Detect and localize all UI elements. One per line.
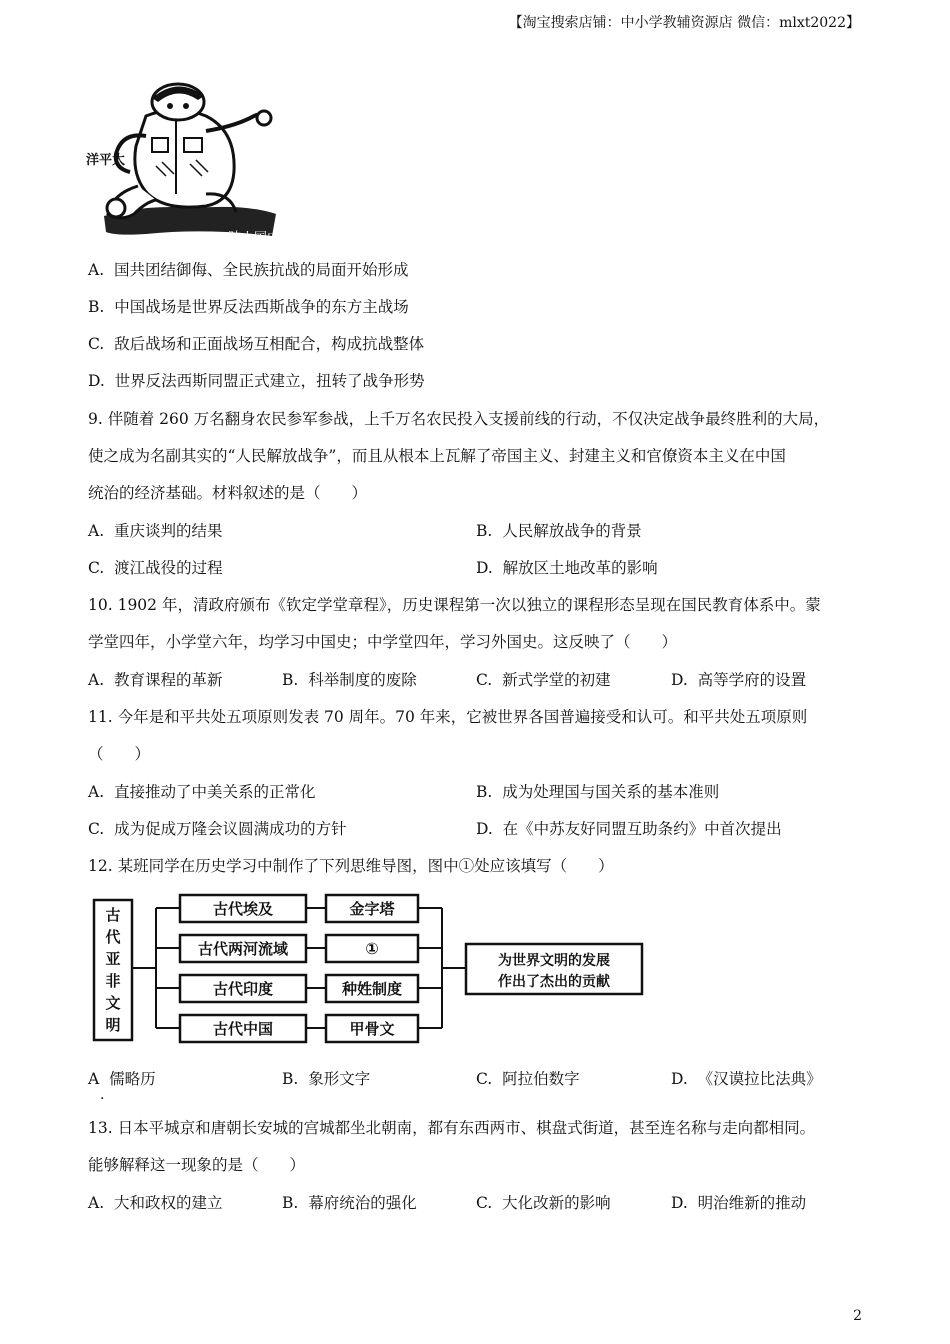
q11-stem-line-1: 11. 今年是和平共处五项原则发表 70 周年。70 年来，它被世界各国普遍接受和认可。和平共处五项原则 <box>88 708 808 726</box>
q13-option-c: C. 大化改新的影响 <box>476 1194 611 1212</box>
mindmap-ach-blank: ① <box>365 939 379 958</box>
q11-option-a: A. 直接推动了中美关系的正常化 <box>88 783 316 801</box>
page-number: 2 <box>853 1308 862 1324</box>
q10-stem-line-1: 10. 1902 年，清政府颁布《钦定学堂章程》，历史课程第一次以独立的课程形态呈现在国民教育体系中。蒙 <box>88 596 821 614</box>
mindmap-civ-china: 古代中国 <box>212 1020 274 1038</box>
mindmap-ach-oracle: 甲骨文 <box>349 1020 395 1038</box>
q13-stem-line-2: 能够解释这一现象的是（ ） <box>88 1156 306 1174</box>
q10-stem-line-2: 学堂四年，小学堂六年，均学习中国史；中学堂四年，学习外国史。这反映了（ ） <box>88 633 678 651</box>
q13-option-b: B. 幕府统治的强化 <box>282 1194 417 1212</box>
q12-option-a-dot: . <box>100 1087 105 1103</box>
q9-option-d: D. 解放区土地改革的影响 <box>476 559 658 577</box>
mindmap-root-char: 代 <box>105 928 121 946</box>
mindmap-root-char: 文 <box>105 994 121 1012</box>
q12-option-a: A 儒略历 <box>88 1070 156 1088</box>
mindmap-root-char: 非 <box>105 972 121 990</box>
q11-option-b: B. 成为处理国与国关系的基本准则 <box>476 783 720 801</box>
q10-option-c: C. 新式学堂的初建 <box>476 671 611 689</box>
mindmap-ach-pyramid: 金字塔 <box>349 900 395 918</box>
mindmap-civ-egypt: 古代埃及 <box>212 900 274 918</box>
q11-option-d: D. 在《中苏友好同盟互助条约》中首次提出 <box>476 820 782 838</box>
q11-option-c: C. 成为促成万隆会议圆满成功的方针 <box>88 820 347 838</box>
q9-option-c: C. 渡江战役的过程 <box>88 559 223 577</box>
q10-option-b: B. 科举制度的废除 <box>282 671 417 689</box>
q9-option-b: B. 人民解放战争的背景 <box>476 522 642 540</box>
q8-option-b: B. 中国战场是世界反法西斯战争的东方主战场 <box>88 298 409 316</box>
cartoon-illustration <box>86 76 282 246</box>
mindmap-root-char: 亚 <box>105 950 121 968</box>
q9-stem-line-3: 统治的经济基础。材料叙述的是（ ） <box>88 484 368 502</box>
page-header: 【淘宝搜索店铺：中小学教辅资源店 微信：mlxt2022】 <box>508 15 860 31</box>
q13-stem-line-1: 13. 日本平城京和唐朝长安城的宫城都坐北朝南，都有东西两市、棋盘式街道，甚至连名称与走向都相同。 <box>88 1119 816 1137</box>
q8-option-d: D. 世界反法西斯同盟正式建立，扭转了战争形势 <box>88 372 425 390</box>
q10-option-a: A. 教育课程的革新 <box>88 671 223 689</box>
mindmap-root-char: 古 <box>105 906 121 924</box>
q8-option-a: A. 国共团结御侮、全民族抗战的局面开始形成 <box>88 261 409 279</box>
cartoon-label-left: 洋平太 <box>86 153 126 168</box>
q9-option-a: A. 重庆谈判的结果 <box>88 522 223 540</box>
q8-option-c: C. 敌后战场和正面战场互相配合，构成抗战整体 <box>88 335 425 353</box>
mindmap-result-line-1: 为世界文明的发展 <box>498 953 610 969</box>
q12-option-d: D. 《汉谟拉比法典》 <box>671 1070 822 1088</box>
q12-option-b: B. 象形文字 <box>282 1070 371 1088</box>
q12-stem-line-1: 12. 某班同学在历史学习中制作了下列思维导图，图中①处应该填写（ ） <box>88 857 614 875</box>
cartoon-label-bottom: 陆大国中 <box>228 231 281 246</box>
q13-option-a: A. 大和政权的建立 <box>88 1194 223 1212</box>
mindmap-ach-caste: 种姓制度 <box>341 980 403 998</box>
q13-option-d: D. 明治维新的推动 <box>671 1194 807 1212</box>
q12-option-c: C. 阿拉伯数字 <box>476 1070 580 1088</box>
q9-stem-line-2: 使之成为名副其实的“人民解放战争”，而且从根本上瓦解了帝国主义、封建主义和官僚资本主义在中国 <box>88 447 786 465</box>
mindmap-root-char: 明 <box>105 1016 121 1034</box>
mindmap-civ-mesopotamia: 古代两河流域 <box>197 940 289 958</box>
mindmap-result-line-2: 作出了杰出的贡献 <box>498 974 610 990</box>
mind-map-diagram <box>90 890 650 1050</box>
q11-stem-line-2: （ ） <box>88 745 151 763</box>
q9-stem-line-1: 9. 伴随着 260 万名翻身农民参军参战，上千万名农民投入支援前线的行动，不仅决定战争最终胜利的大局， <box>88 410 830 428</box>
mindmap-civ-india: 古代印度 <box>212 980 274 998</box>
q10-option-d: D. 高等学府的设置 <box>671 671 807 689</box>
